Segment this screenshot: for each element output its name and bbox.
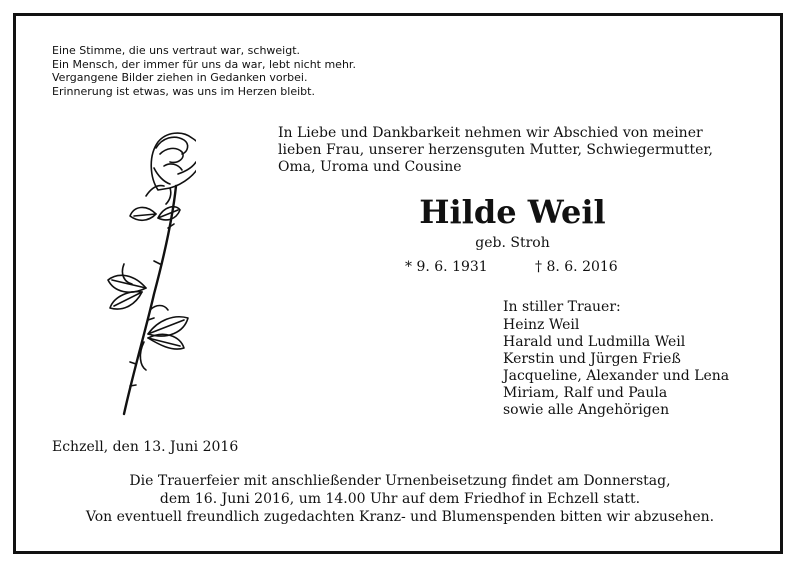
intro-line: Oma, Uroma und Cousine xyxy=(278,159,462,175)
rose-icon xyxy=(84,124,196,418)
intro-text xyxy=(278,125,713,176)
place-date: Echzell, den 13. Juni 2016 xyxy=(52,439,239,455)
mourner-name: Kerstin und Jürgen Frieß xyxy=(503,351,681,367)
mourner-name: Harald und Ludmilla Weil xyxy=(503,334,686,350)
poem-line: Eine Stimme, die uns vertraut war, schweigt. xyxy=(52,44,301,57)
mourner-name: sowie alle Angehörigen xyxy=(503,402,670,418)
funeral-line: Von eventuell freundlich zugedachten Kranz- und Blumenspenden bitten wir abzusehen. xyxy=(85,509,715,525)
poem-line: Ein Mensch, der immer für uns da war, lebt nicht mehr. xyxy=(52,57,356,71)
intro-line: In Liebe und Dankbarkeit nehmen wir Abschied von meiner xyxy=(278,125,703,141)
mourners-heading: In stiller Trauer: xyxy=(503,299,621,315)
funeral-line: dem 16. Juni 2016, um 14.00 Uhr auf dem Friedhof in Echzell statt. xyxy=(159,491,641,507)
mourners-list xyxy=(503,317,729,419)
death-date: † 8. 6. 2016 xyxy=(535,259,618,275)
birth-date: * 9. 6. 1931 xyxy=(405,259,488,275)
maiden-name: geb. Stroh xyxy=(475,235,550,251)
mourner-name: Miriam, Ralf und Paula xyxy=(503,385,668,401)
poem-line: Vergangene Bilder ziehen in Gedanken vorbei. xyxy=(52,71,308,84)
mourner-name: Jacqueline, Alexander und Lena xyxy=(503,368,730,384)
intro-line: lieben Frau, unserer herzensguten Mutter, Schwiegermutter, xyxy=(278,142,713,158)
poem-line: Erinnerung ist etwas, was uns im Herzen bleibt. xyxy=(52,84,315,98)
funeral-info xyxy=(30,472,770,526)
poem xyxy=(52,44,356,98)
deceased-name: Hilde Weil xyxy=(419,193,606,231)
funeral-line: Die Trauerfeier mit anschließender Urnenbeisetzung findet am Donnerstag, xyxy=(129,473,671,489)
mourner-name: Heinz Weil xyxy=(503,317,580,333)
